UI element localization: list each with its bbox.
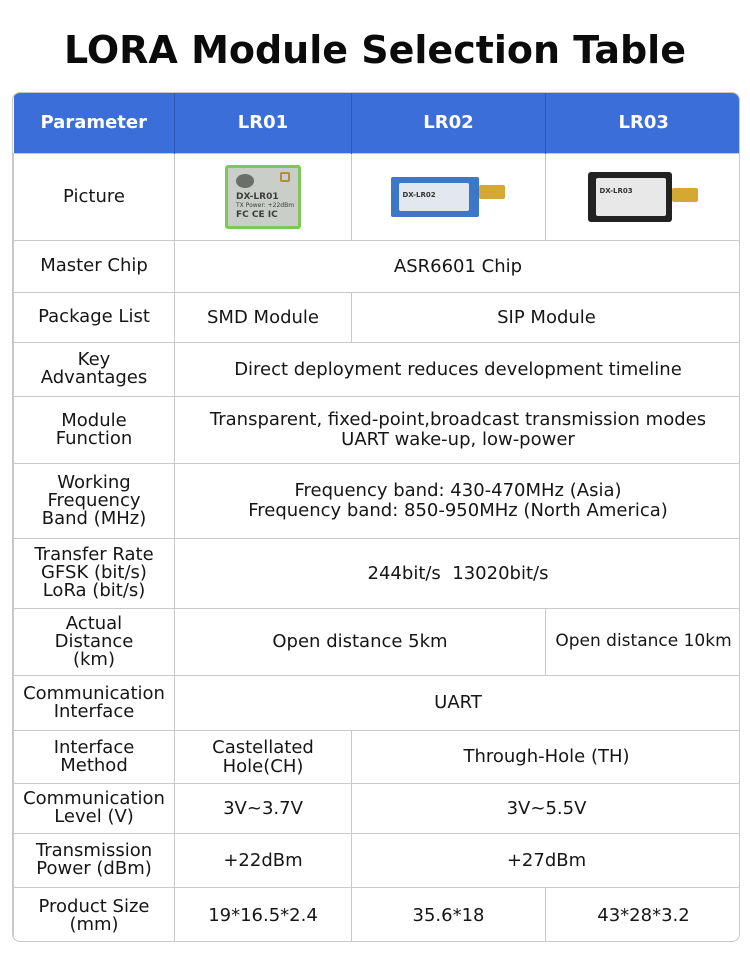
lr02-module-label: DX-LR02	[402, 190, 436, 199]
param-master-chip: Master Chip	[14, 240, 175, 292]
table-row-product-size	[14, 887, 741, 942]
param-actual-distance: Actual Distance (km)	[14, 608, 175, 675]
value-package-lr02-lr03: SIP Module	[352, 292, 741, 342]
param-key-advantages: Key Advantages	[14, 342, 175, 396]
value-power-lr02-lr03: +27dBm	[352, 833, 741, 887]
value-master-chip: ASR6601 Chip	[175, 240, 741, 292]
value-size-lr01: 19*16.5*2.4	[175, 887, 352, 942]
antenna-pad-icon	[280, 172, 290, 182]
value-power-lr01: +22dBm	[175, 833, 352, 887]
param-communication-level: Communication Level (V)	[14, 783, 175, 833]
selection-table	[12, 92, 740, 942]
module-logo-icon	[236, 174, 254, 188]
param-interface-method: Interface Method	[14, 730, 175, 783]
value-level-lr02-lr03: 3V~5.5V	[352, 783, 741, 833]
lr03-module-image	[588, 170, 700, 224]
table-row-communication-level	[14, 783, 741, 833]
param-package-list: Package List	[14, 292, 175, 342]
table-row-actual-distance	[14, 608, 741, 675]
value-size-lr02: 35.6*18	[352, 887, 546, 942]
table-row-key-advantages	[14, 342, 741, 396]
lr02-picture	[352, 153, 546, 240]
value-package-lr01: SMD Module	[175, 292, 352, 342]
header-lr01: LR01	[175, 93, 352, 153]
value-level-lr01: 3V~3.7V	[175, 783, 352, 833]
antenna-connector-icon	[672, 188, 698, 202]
value-distance-lr03: Open distance 10km	[546, 608, 741, 675]
lr03-picture	[546, 153, 741, 240]
table-row-interface-method	[14, 730, 741, 783]
header-parameter: Parameter	[14, 93, 175, 153]
value-interface-lr01: Castellated Hole(CH)	[175, 730, 352, 783]
table-row-module-function	[14, 396, 741, 463]
table-row-package-list	[14, 292, 741, 342]
table-row-working-frequency	[14, 463, 741, 538]
param-picture: Picture	[14, 153, 175, 240]
table-row-transmission-power	[14, 833, 741, 887]
value-working-frequency: Frequency band: 430-470MHz (Asia) Frequency band: 850-950MHz (North America)	[175, 463, 741, 538]
header-lr03: LR03	[546, 93, 741, 153]
page-title: LORA Module Selection Table	[64, 28, 686, 72]
param-working-frequency: Working Frequency Band (MHz)	[14, 463, 175, 538]
value-communication-interface: UART	[175, 675, 741, 730]
lr01-module-label: DX-LR01 TX Power: +22dBm FC CE IC	[236, 191, 295, 220]
table-header-row	[14, 93, 741, 153]
value-module-function: Transparent, fixed-point,broadcast transmission modes UART wake-up, low-power	[175, 396, 741, 463]
value-distance-lr01-lr02: Open distance 5km	[175, 608, 546, 675]
value-key-advantages: Direct deployment reduces development timeline	[175, 342, 741, 396]
lr03-module-label: DX-LR03	[599, 186, 633, 195]
lr01-picture	[175, 153, 352, 240]
param-transfer-rate: Transfer Rate GFSK (bit/s) LoRa (bit/s)	[14, 538, 175, 608]
antenna-connector-icon	[479, 185, 505, 199]
header-lr02: LR02	[352, 93, 546, 153]
table-row-transfer-rate	[14, 538, 741, 608]
value-size-lr03: 43*28*3.2	[546, 887, 741, 942]
lr02-module-image	[391, 173, 507, 221]
table-row-master-chip	[14, 240, 741, 292]
value-interface-lr02-lr03: Through-Hole (TH)	[352, 730, 741, 783]
table-row-communication-interface	[14, 675, 741, 730]
table-row-picture	[14, 153, 741, 240]
param-transmission-power: Transmission Power (dBm)	[14, 833, 175, 887]
lr01-module-image	[225, 165, 301, 229]
value-transfer-rate: 244bit/s 13020bit/s	[175, 538, 741, 608]
param-module-function: Module Function	[14, 396, 175, 463]
param-communication-interface: Communication Interface	[14, 675, 175, 730]
param-product-size: Product Size (mm)	[14, 887, 175, 942]
